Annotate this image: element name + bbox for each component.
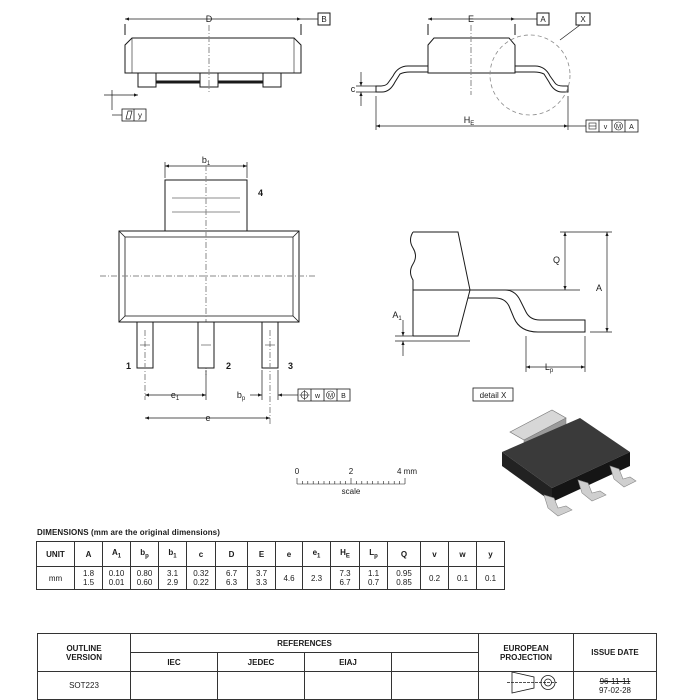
dim-value-cell: 7.3 6.7 [331,567,360,590]
issue-date-old: 96-11-11 [599,676,631,686]
outline-version-value: SOT223 [38,672,131,700]
dim-header-cell: $e_1$ [303,542,331,567]
dim-HE-label: $H_E$ [463,115,475,127]
jedec-value [218,672,305,700]
tolerance-w-label: w [314,393,321,400]
iec-header: IEC [131,653,218,672]
tolerance-y-label: y [138,111,142,120]
dim-D-label: D [205,14,213,24]
issue-date-value [574,672,657,700]
scale-tick-4: 4 mm [397,467,417,476]
scale-tick-2: 2 [348,467,354,476]
datum-B-ref-label: B [341,393,346,400]
issue-date-header: ISSUE DATE [574,634,657,672]
dim-header-cell: E [248,542,276,567]
dim-header-cell: v [421,542,449,567]
dim-c-label: c [350,84,356,94]
issue-date-new: 97-02-28 [598,685,632,695]
pin-4-label: 4 [258,188,264,198]
dim-value-cell: 0.1 [449,567,477,590]
eiaj-header: EIAJ [305,653,392,672]
dim-value-cell: 0.10 0.01 [103,567,131,590]
dim-e1-label: $e_1$ [170,390,180,402]
dimensions-table [36,541,505,590]
dim-header-cell: $b_1$ [159,542,187,567]
package-3d-render [502,410,636,516]
dim-value-cell: 1.8 1.5 [75,567,103,590]
front-view [104,13,330,121]
dim-E-label: E [467,14,475,24]
dim-header-cell: $H_E$ [331,542,360,567]
dim-value-cell: 3.7 3.3 [248,567,276,590]
iec-value [131,672,218,700]
jedec-header: JEDEC [218,653,305,672]
dim-unit-cell: mm [37,567,75,590]
dim-header-cell: $L_p$ [360,542,388,567]
dim-value-cell: 0.1 [477,567,505,590]
detail-X-box-label: X [580,15,586,24]
modifier-M-label: M [616,124,621,131]
outline-table [37,633,657,700]
dim-value-cell: 6.7 6.3 [216,567,248,590]
dim-value-cell: 3.1 2.9 [159,567,187,590]
pin-2-label: 2 [226,361,232,371]
dim-header-cell: UNIT [37,542,75,567]
dim-value-cell: 2.3 [303,567,331,590]
scale-label: scale [341,487,361,496]
top-view [100,162,350,425]
dim-value-cell: 0.32 0.22 [187,567,216,590]
dimensions-title: DIMENSIONS (mm are the original dimensions) [37,528,221,537]
dim-header-cell: c [187,542,216,567]
detail-x-caption: detail X [479,391,507,400]
dim-header-cell: $A_1$ [103,542,131,567]
pin-1-label: 1 [126,361,132,371]
dim-value-cell: 0.80 0.60 [131,567,159,590]
dim-e-label: e [205,413,211,423]
datum-B-box-label: B [321,15,327,24]
dim-Lp-label: $L_p$ [544,362,554,374]
eiaj-value [305,672,392,700]
pin-3-label: 3 [288,361,294,371]
dim-value-cell: 4.6 [276,567,303,590]
datum-A-box-label: A [540,15,546,24]
dim-header-cell: D [216,542,248,567]
dim-A1-label: $A_1$ [392,310,402,322]
dim-Q-label: Q [552,255,560,265]
references-blank-value [392,672,479,700]
dim-value-cell: 0.95 0.85 [388,567,421,590]
dim-header-cell: A [75,542,103,567]
modifier-M2-label: M [328,393,333,400]
references-header: REFERENCES [131,634,479,653]
dim-header-cell: Q [388,542,421,567]
dim-bp-label: $b_p$ [236,390,246,402]
scale-tick-0: 0 [294,467,300,476]
dim-b1-label: $b_1$ [201,155,211,167]
scale-bar [297,478,405,484]
dim-header-cell: w [449,542,477,567]
dim-header-cell: y [477,542,505,567]
datum-A-ref-label: A [629,124,634,131]
side-view [356,13,638,132]
dim-value-cell: 0.2 [421,567,449,590]
outline-version-header: OUTLINE VERSION [38,634,131,672]
dim-header-cell: $b_p$ [131,542,159,567]
tolerance-v-label: v [603,124,608,131]
dim-A-label: A [595,283,602,293]
detail-x-view [395,232,612,401]
references-blank [392,653,479,672]
dim-value-cell: 1.1 0.7 [360,567,388,590]
projection-symbol-cell [479,672,574,700]
dim-header-cell: e [276,542,303,567]
european-projection-header: EUROPEAN PROJECTION [479,634,574,672]
